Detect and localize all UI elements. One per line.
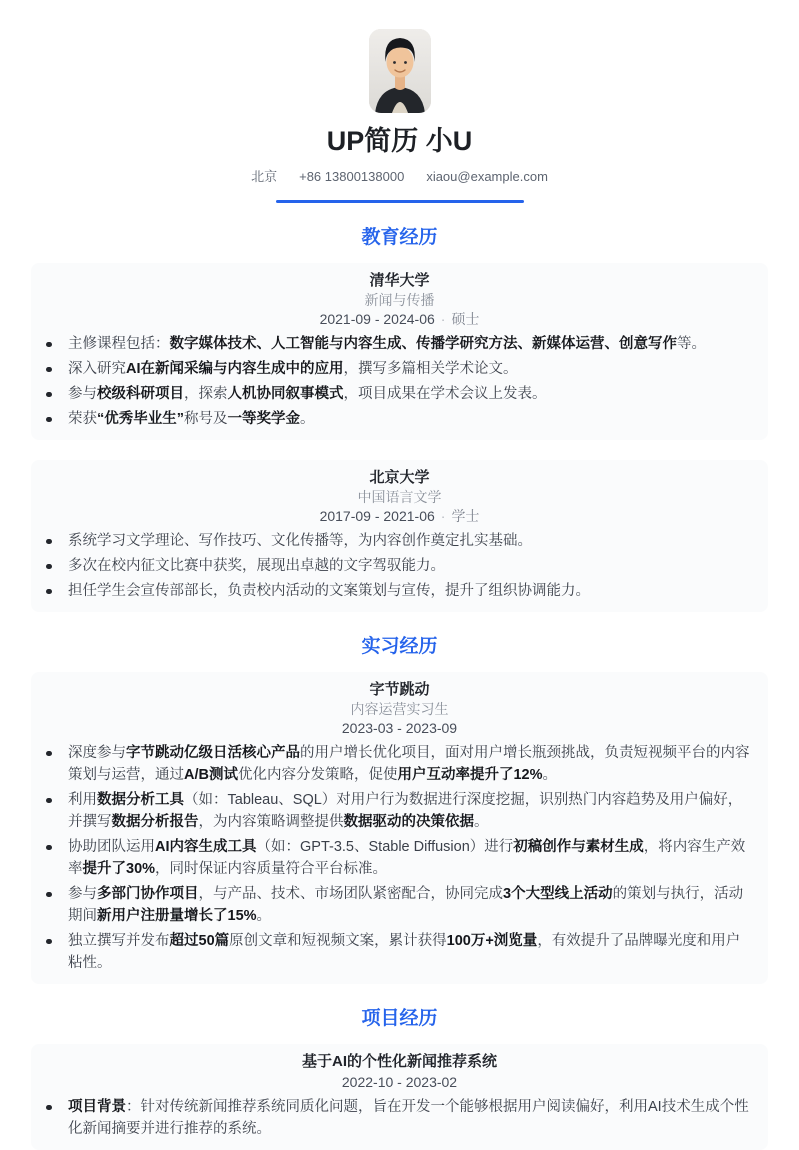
entry-subtitle: 内容运营实习生	[350, 701, 449, 717]
avatar-photo	[369, 29, 431, 113]
bullet-item: 系统学习文学理论、写作技巧、文化传播等，为内容创作奠定扎实基础。	[45, 530, 754, 552]
entry-name: 清华大学	[369, 272, 430, 289]
meta-separator: ·	[440, 508, 446, 524]
entry-date: 2021-09 - 2024-06	[319, 311, 435, 327]
bullet-list	[45, 333, 754, 430]
entry-date: 2022-10 - 2023-02	[341, 1074, 458, 1090]
entry-name: 字节跳动	[369, 681, 430, 698]
bullet-item: 深度参与字节跳动亿级日活核心产品的用户增长优化项目，面对用户增长瓶颈挑战，负责短视频平台的内容策划与运营，通过A/B测试优化内容分发策略，促使用户互动率提升了12%。	[45, 742, 754, 786]
section-title: 项目经历	[361, 1008, 438, 1029]
section-education	[0, 225, 799, 612]
entry-date: 2017-09 - 2021-06	[319, 508, 435, 524]
contact-phone: +86 13800138000	[299, 169, 405, 184]
entry-subtitle: 新闻与传播	[364, 292, 435, 308]
entry-degree: 硕士	[451, 311, 480, 327]
bullet-item: 利用数据分析工具（如：Tableau、SQL）对用户行为数据进行深度挖掘，识别热门内容趋势及用户偏好，并撰写数据分析报告，为内容策略调整提供数据驱动的决策依据。	[45, 789, 754, 833]
contact-location: 北京	[251, 169, 278, 184]
project-card-news-recommender	[31, 1044, 768, 1150]
bullet-item: 参与多部门协作项目，与产品、技术、市场团队紧密配合，协同完成3个大型线上活动的策划与执行，活动期间新用户注册量增长了15%。	[45, 883, 754, 927]
bullet-list	[45, 1096, 754, 1140]
entry-degree: 学士	[451, 508, 480, 524]
contact-row	[0, 168, 799, 185]
entry-name: 基于AI的个性化新闻推荐系统	[301, 1053, 497, 1070]
section-internship	[0, 634, 799, 984]
portrait-illustration	[369, 29, 431, 113]
bullet-item: 项目背景：针对传统新闻推荐系统同质化问题，旨在开发一个能够根据用户阅读偏好，利用AI技术生成个性化新闻摘要并进行推荐的系统。	[45, 1096, 754, 1140]
bullet-item: 荣获“优秀毕业生”称号及一等奖学金。	[45, 408, 754, 430]
candidate-name: UP简历 小U	[326, 126, 473, 156]
bullet-list	[45, 742, 754, 974]
entry-date: 2023-03 - 2023-09	[341, 720, 458, 736]
section-title: 实习经历	[361, 636, 438, 657]
bullet-item: 主修课程包括：数字媒体技术、人工智能与内容生成、传播学研究方法、新媒体运营、创意写作等。	[45, 333, 754, 355]
meta-separator: ·	[440, 311, 446, 327]
bullet-item: 多次在校内征文比赛中获奖，展现出卓越的文字驾驭能力。	[45, 555, 754, 577]
bullet-item: 协助团队运用AI内容生成工具（如：GPT-3.5、Stable Diffusion）进行初稿创作与素材生成，将内容生产效率提升了30%，同时保证内容质量符合平台标准。	[45, 836, 754, 880]
bullet-item: 参与校级科研项目，探索人机协同叙事模式，项目成果在学术会议上发表。	[45, 383, 754, 405]
education-card-tsinghua	[31, 263, 768, 440]
contact-email: xiaou@example.com	[426, 169, 548, 184]
entry-meta	[45, 311, 754, 327]
internship-card-bytedance	[31, 672, 768, 984]
resume-header	[0, 29, 799, 203]
header-divider	[276, 200, 524, 203]
entry-meta	[45, 508, 754, 524]
entry-name: 北京大学	[369, 469, 430, 486]
section-title: 教育经历	[361, 227, 438, 248]
education-card-pku	[31, 460, 768, 612]
section-project	[0, 1006, 799, 1150]
bullet-list	[45, 530, 754, 602]
bullet-item: 担任学生会宣传部部长，负责校内活动的文案策划与宣传，提升了组织协调能力。	[45, 580, 754, 602]
bullet-item: 深入研究AI在新闻采编与内容生成中的应用，撰写多篇相关学术论文。	[45, 358, 754, 380]
bullet-item: 独立撰写并发布超过50篇原创文章和短视频文案，累计获得100万+浏览量，有效提升了品牌曝光度和用户粘性。	[45, 930, 754, 974]
entry-subtitle: 中国语言文学	[357, 489, 442, 505]
entry-meta	[45, 720, 754, 736]
entry-meta	[45, 1074, 754, 1090]
